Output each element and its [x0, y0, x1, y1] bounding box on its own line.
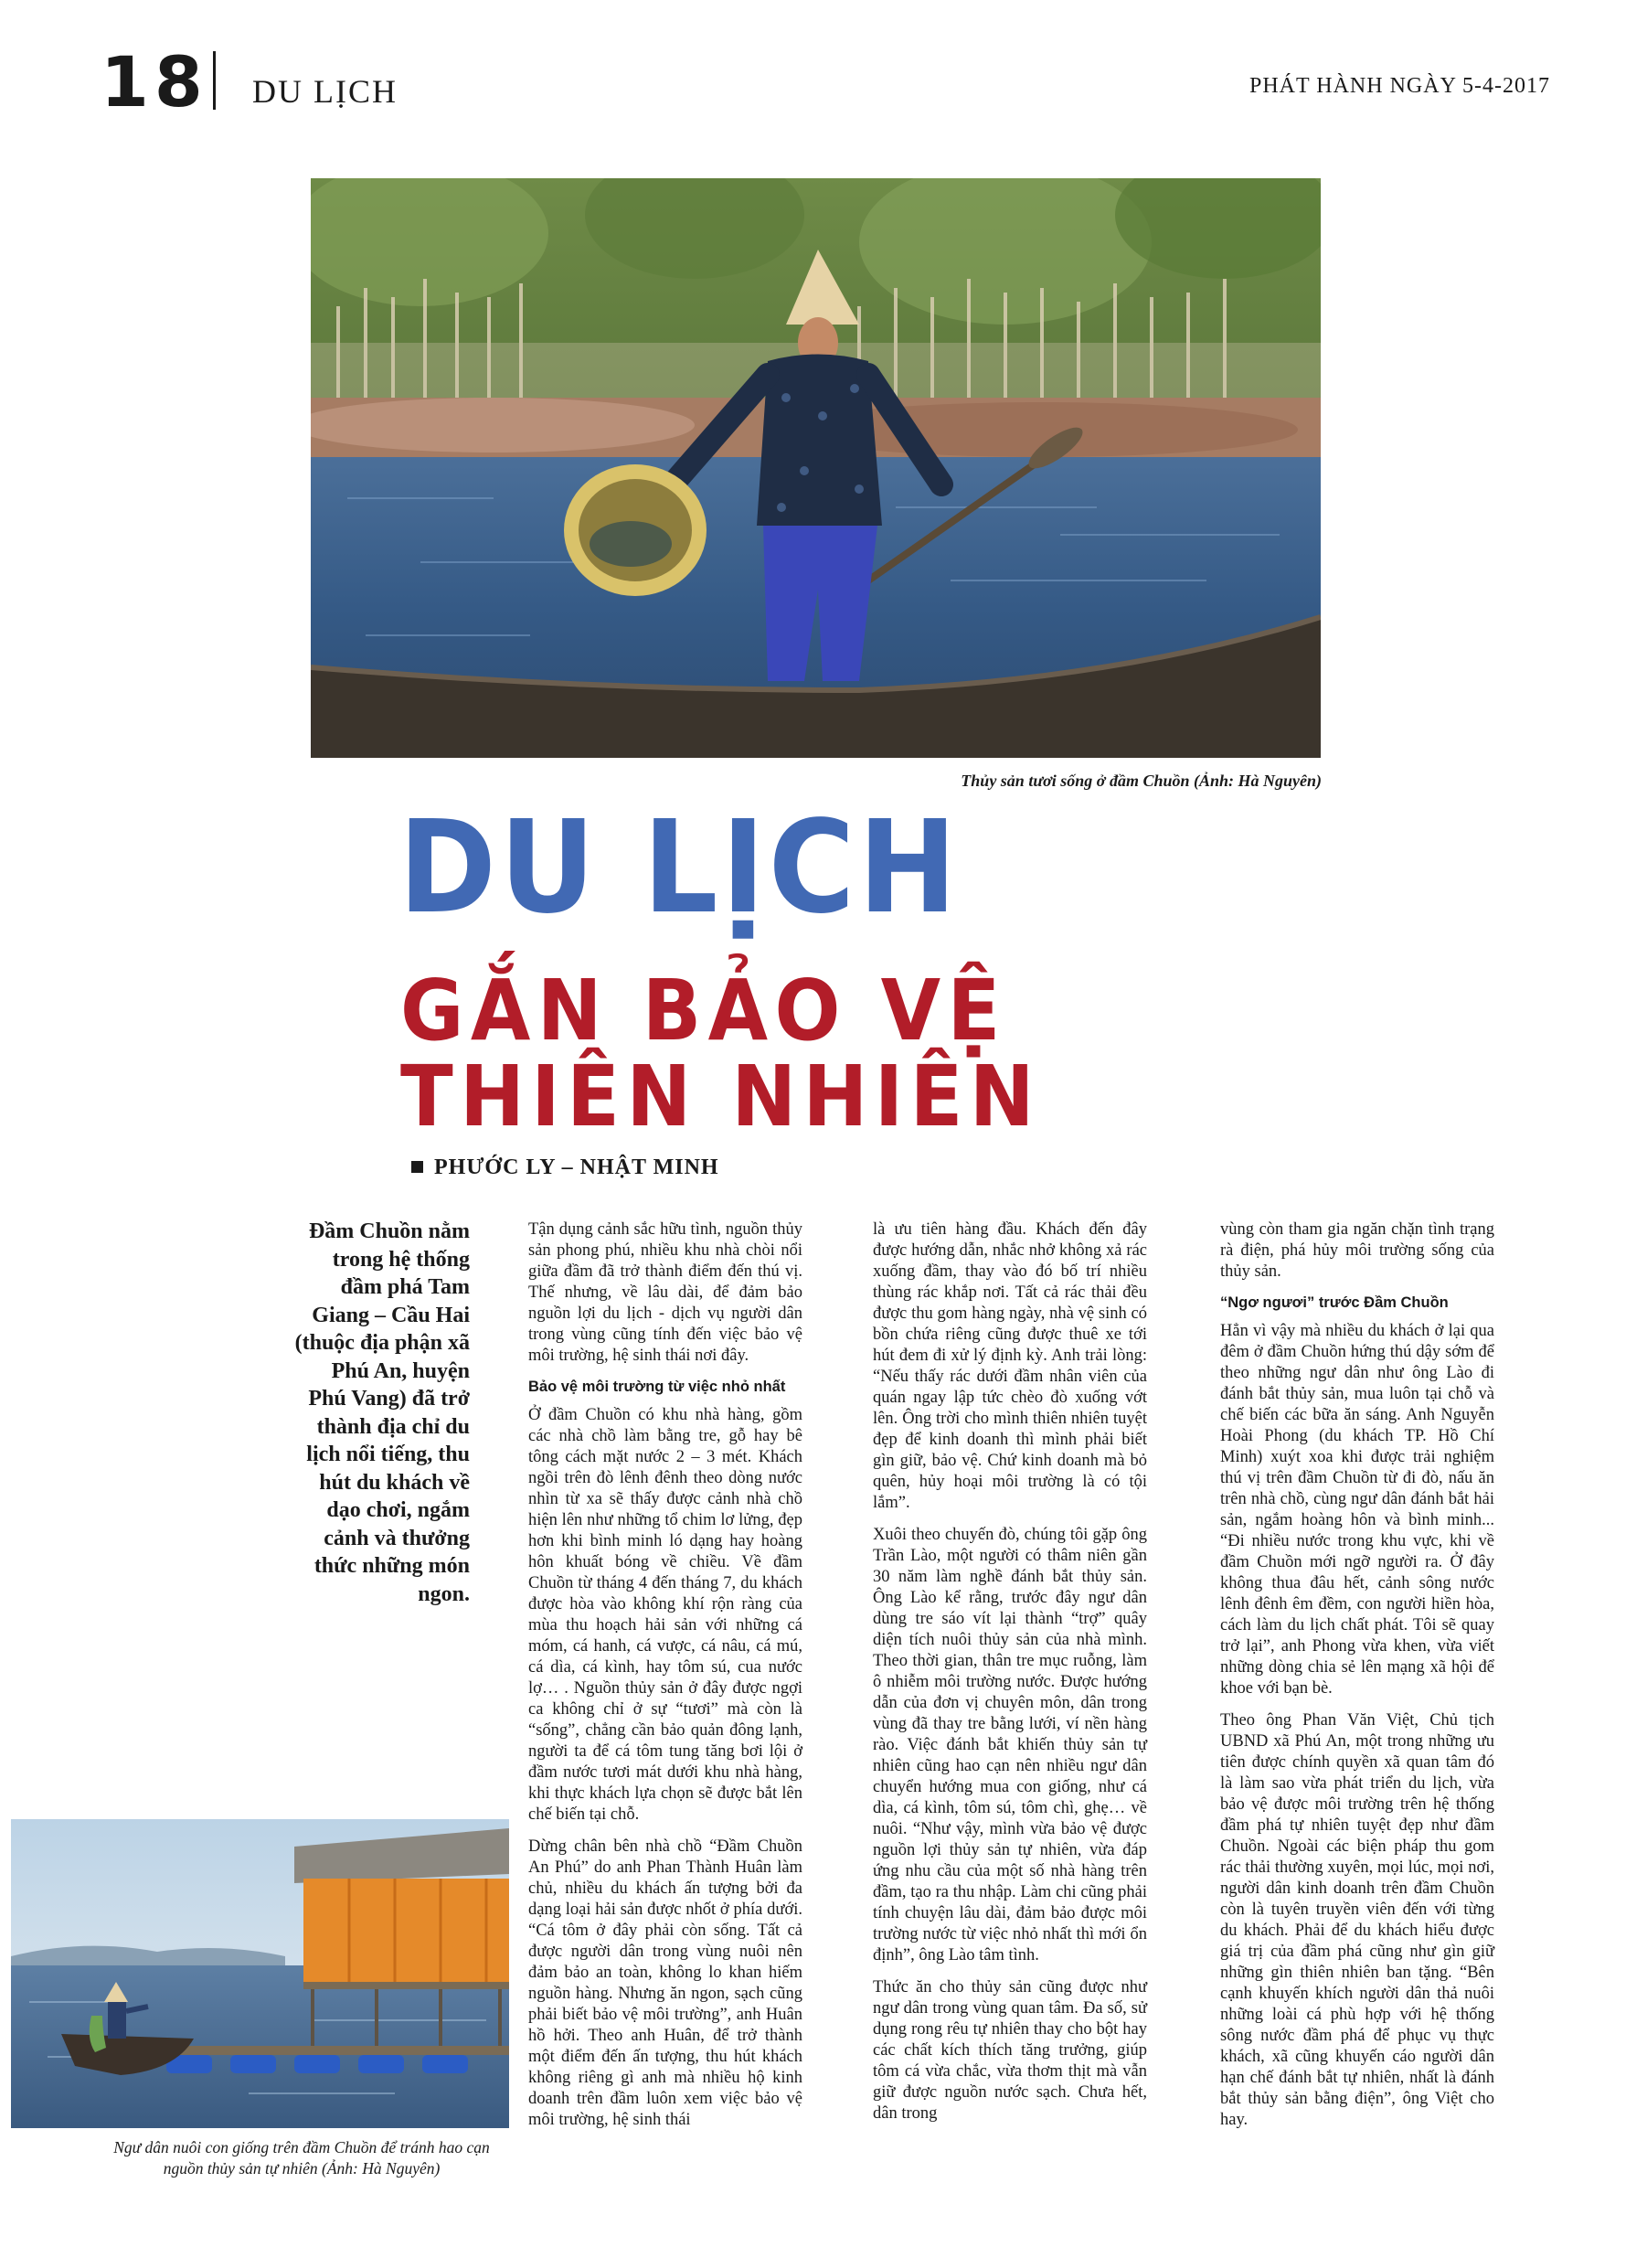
- article-title-line-2: GẮN BẢO VỆ: [400, 962, 1007, 1059]
- page-number: 18: [101, 41, 208, 122]
- fish-farm-photo-caption: Ngư dân nuôi con giống trên đầm Chuồn để tránh hao cạn nguồn thủy sản tự nhiên (Ảnh: Hà Nguyên): [113, 2138, 490, 2177]
- paragraph: Theo ông Phan Văn Việt, Chủ tịch UBND xã Phú An, một trong những ưu tiên được chính quyền xã quan tâm đó là làm sao vừa phát triển du lịch, vừa bảo vệ được môi trường trên hệ thống đầm phá tự nhiên tuyệt đẹp như đầm Chuồn. Ngoài các biện pháp thu gom rác thải thường xuyên, mọi lúc, mọi nơi, người dân kinh doanh trên đầm Chuồn còn là tuyên truyền viên đến với từng du khách. Phải để du khách hiểu được giá trị của đầm phá cũng như gìn giữ những gìn thiên nhiên ban tặng. “Bên cạnh khuyến khích người dân thả nuôi những loài cá phù hợp với hệ thống sông nước đầm phá để phục vụ thực khách, xã cũng khuyến cáo người dân hạn chế đánh bắt tự nhiên, nhất là đánh bắt thủy sản bằng điện”, ông Việt cho hay.: [1220, 1711, 1494, 2129]
- article-lead: Đầm Chuồn nằm trong hệ thống đầm phá Tam Giang – Cầu Hai (thuộc địa phận xã Phú An, huyện Phú Vang) đã trở thành địa chỉ du lịch nổi tiếng, thu hút du khách về dạo chơi, ngắm cảnh và thưởng thức những món ngon.: [294, 1219, 470, 1606]
- header-divider: [213, 51, 216, 110]
- section-name: DU LỊCH: [252, 73, 398, 110]
- body-column-2: [873, 1219, 1147, 2135]
- issue-date: PHÁT HÀNH NGÀY 5-4-2017: [1249, 74, 1550, 98]
- main-photo: [311, 178, 1321, 758]
- main-photo-caption: Thủy sản tươi sống ở đầm Chuồn (Ảnh: Hà Nguyên): [961, 772, 1322, 790]
- paragraph: Hẳn vì vậy mà nhiều du khách ở lại qua đêm ở đầm Chuồn hứng thú dậy sớm để theo những ngư dân như ông Lào đi đánh bắt thủy sản, mua luôn tại chỗ và chế biến các bữa ăn sáng. Anh Nguyễn Hoài Phong (du khách TP. Hồ Chí Minh) xuýt xoa khi được trải nghiệm thú vị trên đầm Chuồn từ đi đò, nấu ăn trên nhà chồ, cùng ngư dân đánh bắt hải sản, ngắm hoàng hôn và bình minh... “Đi nhiều nước trong khu vực, khi về đầm Chuồn mới ngỡ người ra. Ở đây không thua đâu hết, cảnh sông nước lênh đênh êm đềm, con người hiền hòa, cách làm du lịch chất phát. Tôi sẽ quay trở lại”, anh Phong vừa khen, vừa viết những dòng chia sẻ lên mạng xã hội để khoe với bạn bè.: [1220, 1322, 1494, 1698]
- byline-authors: PHƯỚC LY – NHẬT MINH: [434, 1155, 719, 1179]
- bullet-square-icon: [411, 1161, 423, 1173]
- paragraph: Thức ăn cho thủy sản cũng được như ngư dân trong vùng quan tâm. Đa số, sử dụng rong rêu tự nhiên thay cho bột hay các chất kích thích tăng trưởng, giúp tôm cá vừa chắc, vừa thơm thịt mà vẫn giữ được nguồn nước sạch. Chưa hết, dân trong: [873, 1978, 1147, 2123]
- byline: [411, 1155, 719, 1180]
- subheading: “Ngơ ngươi” trước Đầm Chuồn: [1220, 1294, 1449, 1311]
- paragraph: Dừng chân bên nhà chồ “Đầm Chuồn An Phú” do anh Phan Thành Huân làm chủ, nhiều du khách ấn tượng bởi đa dạng loại hải sản được nhốt ở phía dưới. “Cá tôm ở đây phải còn sống. Tất cả được người dân trong vùng nuôi nên đảm bảo an toàn, không lo khan hiếm nguồn hàng. Nhưng ăn ngon, sạch cũng phải biết bảo vệ môi trường”, anh Huân hồ hởi. Theo anh Huân, để trở thành một điểm đến ấn tượng, thu hút khách không riêng gì anh mà nhiều hộ kinh doanh trên đầm luôn xem việc bảo vệ môi trường, hệ sinh thái: [528, 1837, 802, 2129]
- body-column-3: [1220, 1219, 1494, 2142]
- paragraph: vùng còn tham gia ngăn chặn tình trạng rà điện, phá hủy môi trường sống của thủy sản.: [1220, 1220, 1494, 1281]
- paragraph: là ưu tiên hàng đầu. Khách đến đây được hướng dẫn, nhắc nhở không xả rác xuống đầm, thay vào đó bố trí nhiều thùng rác khắp nơi. Tất cả rác thải đều được thu gom hàng ngày, nhà vệ sinh có bồn chứa riêng cũng được thuê xe tới hút đem đi xử lý định kỳ. Anh trải lòng: “Nếu thấy rác dưới đầm nhân viên của quán ngay lập tức chèo đò xuống vớt lên. Ông trời cho mình thiên nhiên tuyệt đẹp để kinh doanh thì mình phải biết gìn giữ, bảo vệ. Chứ kinh doanh mà bỏ quên, hủy hoại môi trường là có tội lắm”.: [873, 1220, 1147, 1512]
- subheading: Bảo vệ môi trường từ việc nhỏ nhất: [528, 1379, 786, 1395]
- paragraph: Xuôi theo chuyến đò, chúng tôi gặp ông Trần Lào, một người có thâm niên gần 30 năm làm nghề đánh bắt thủy sản. Ông Lào kể rằng, trước đây ngư dân dùng tre sáo vít lại thành “trợ” quây diện tích nuôi thủy sản của nhà mình. Theo thời gian, thân tre mục ruỗng, làm ô nhiễm môi trường nước. Được hướng dẫn của đơn vị chuyên môn, dân trong vùng đã thay tre bằng lưới, ví nền hàng rào. Việc đánh bắt khiến thủy sản tự nhiên cũng hao cạn nên nhiều ngư dân chuyển hướng mua con giống, như cá dìa, cá kình, tôm sú, tôm chì, ghẹ… về nuôi. “Như vậy, mình vừa bảo vệ được nguồn lợi thủy sản tự nhiên, vừa đáp ứng nhu cầu của một số nhà hàng trên đầm, tạo ra thu nhập. Làm chi cũng phải tính chuyện lâu dài, đảm bảo được môi trường nước từ việc nhỏ nhất thì mới ổn định”, ông Lào tâm tình.: [873, 1526, 1147, 1965]
- article-title-line-1: DU LỊCH: [398, 793, 961, 942]
- paragraph: Tận dụng cảnh sắc hữu tình, nguồn thủy sản phong phú, nhiều khu nhà chòi nổi giữa đầm đã trở thành điểm đến thú vị. Thế nhưng, về lâu dài, để đảm bảo nguồn lợi du lịch - dịch vụ người dân trong vùng cũng tính đến việc bảo vệ môi trường, hệ sinh thái nơi đây.: [528, 1220, 802, 1365]
- paragraph: Ở đầm Chuồn có khu nhà hàng, gồm các nhà chồ làm bằng tre, gỗ hay bê tông cách mặt nước 2 – 3 mét. Khách ngồi trên đò lênh đênh theo dòng nước nhìn từ xa sẽ thấy được cảnh nhà chồ hiện lên như những tổ chim lơ lửng, đẹp hơn khi bình minh ló dạng hay hoàng hôn khuất bóng về chiều. Về đầm Chuồn từ tháng 4 đến tháng 7, du khách được hòa vào không khí rộn ràng của mùa thu hoạch hải sản với những cá móm, cá hanh, cá vược, cá nâu, cá mú, cá dìa, cá kình, hay tôm sú, cua nước lợ… . Nguồn thủy sản ở đây được ngợi ca không chỉ ở sự “tươi” mà còn là “sống”, chẳng cần bảo quản đông lạnh, người ta để cá tôm tung tăng bơi lội ở đầm nước tươi mát dưới khu nhà hàng, khi thực khách lựa chọn sẽ được bắt lên chế biến tại chỗ.: [528, 1406, 802, 1824]
- article-title-line-3: THIÊN NHIÊN: [400, 1048, 1041, 1145]
- body-column-1: [528, 1219, 802, 2142]
- fish-farm-photo: [11, 1819, 509, 2128]
